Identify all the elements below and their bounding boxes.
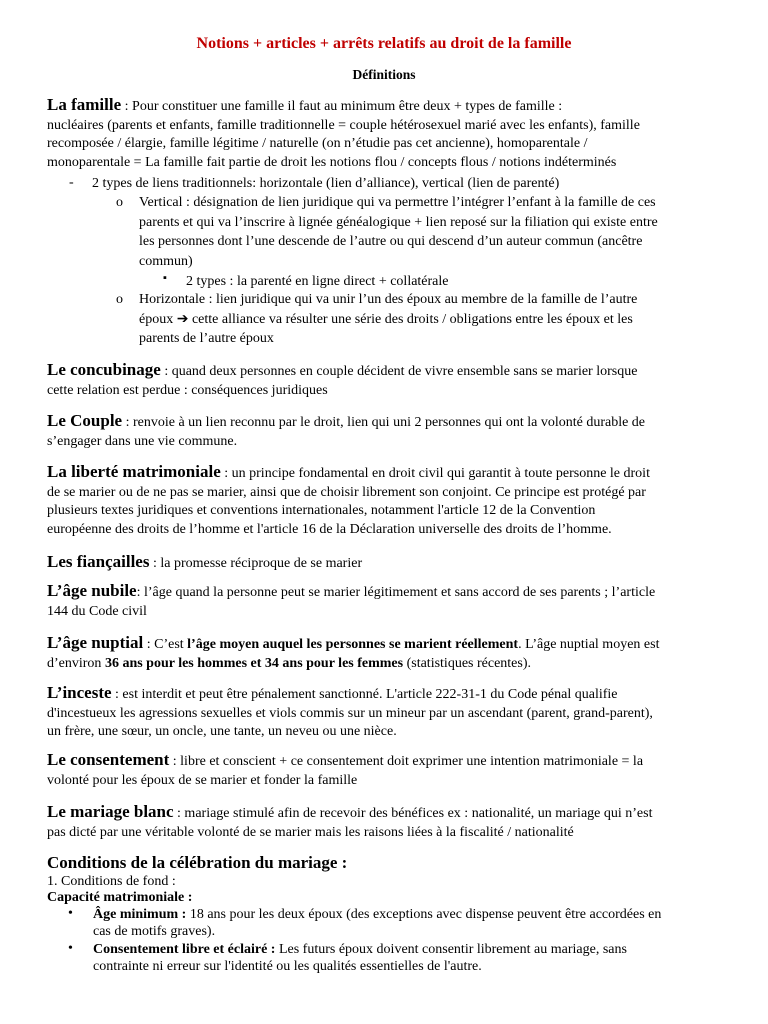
vertical-line-1: Vertical : désignation de lien juridique qui va permettre l’intégrer l’enfant à la famille de ces <box>139 195 656 210</box>
arrow-right-icon: ➔ <box>176 311 189 327</box>
nuptial-text-1: : C’est <box>143 637 188 652</box>
nubile-text-1: : l’âge quand la personne peut se marier légitimement et sans accord de ses parents ; l’article <box>136 585 656 600</box>
cons-text-1: Les futurs époux doivent consentir librement au mariage, sans <box>275 942 627 957</box>
capacite-matrimoniale: Capacité matrimoniale : <box>47 890 193 905</box>
definition-age-nuptial <box>47 634 722 673</box>
dash-marker: - <box>69 175 74 190</box>
liberte-text-4: européenne des droits de l’homme et l'article 16 de la Déclaration universelle des droits de l’homme. <box>47 521 612 537</box>
term-liberte: La liberté matrimoniale <box>47 462 221 481</box>
definition-liberte-matrimoniale <box>47 463 722 539</box>
definition-famille <box>47 96 722 172</box>
nuptial-bold-1: l’âge moyen auquel les personnes se marient réellement <box>187 637 519 652</box>
term-mariage-blanc: Le mariage blanc <box>47 802 174 821</box>
famille-text-2: nucléaires (parents et enfants, famille traditionnelle = couple hétérosexuel marié avec les enfants), famille <box>47 117 640 133</box>
couple-text-2: s’engager dans une vie commune. <box>47 433 238 449</box>
term-fiancailles: Les fiançailles <box>47 552 150 571</box>
consentement-text-2: volonté pour les époux de se marier et fonder la famille <box>47 772 358 788</box>
document-title: Notions + articles + arrêts relatifs au droit de la famille <box>196 35 572 52</box>
liberte-text-1: : un principe fondamental en droit civil qui garantit à toute personne le droit <box>220 466 650 481</box>
couple-text-1: : renvoie à un lien reconnu par le droit, lien qui uni 2 personnes qui ont la volonté durable de <box>122 415 646 430</box>
circle-marker-horizontal: o <box>116 292 123 307</box>
nuptial-bold-2: 36 ans pour les hommes et 34 ans pour les femmes <box>104 655 404 671</box>
liberte-text-2: de se marier ou de ne pas se marier, ainsi que de choisir librement son conjoint. Ce principe est protégé par <box>47 484 646 500</box>
bullet-consentement: • <box>68 941 73 956</box>
term-concubinage: Le concubinage <box>47 360 161 379</box>
blanc-text-1: : mariage stimulé afin de recevoir des bénéfices ex : nationalité, un mariage qui n’est <box>173 806 653 821</box>
condition-consentement <box>93 941 627 975</box>
cons-text-2: contrainte ni erreur sur l'identité ou les qualités essentielles de l'autre. <box>93 959 482 974</box>
concubinage-text-2: cette relation est perdue : conséquences juridiques <box>47 382 328 398</box>
square-marker: ▪ <box>163 272 167 284</box>
horizontal-definition <box>139 290 637 349</box>
section-subtitle: Définitions <box>352 67 416 82</box>
circle-marker-vertical: o <box>116 195 123 210</box>
definition-couple <box>47 412 722 451</box>
famille-text-4: monoparentale = La famille fait partie de droit les notions flou / concepts flous / notions indéterminés <box>47 154 617 170</box>
definition-concubinage <box>47 361 722 400</box>
horizontal-line-1: Horizontale : lien juridique qui va unir l’un des époux au membre de la famille de l’autre <box>139 292 638 307</box>
consentement-label: Consentement libre et éclairé : <box>93 942 276 957</box>
famille-liens-text: 2 types de liens traditionnels: horizontale (lien d’alliance), vertical (lien de parenté) <box>92 176 560 191</box>
definition-age-nubile <box>47 582 722 621</box>
concubinage-text-1: : quand deux personnes en couple décident de vivre ensemble sans se marier lorsque <box>160 364 638 379</box>
nuptial-text-2: . L’âge nuptial moyen est <box>518 637 660 652</box>
vertical-line-4: commun) <box>139 253 193 269</box>
liberte-text-3: plusieurs textes juridiques et conventions internationales, notamment l'article 12 de la Convention <box>47 503 596 518</box>
term-famille: La famille <box>47 95 122 114</box>
conditions-fond: 1. Conditions de fond : <box>47 874 176 889</box>
consentement-text-1: : libre et conscient + ce consentement doit exprimer une intention matrimoniale = la <box>169 754 644 769</box>
term-nubile: L’âge nubile <box>47 581 137 600</box>
inceste-text-2: d'incestueux les agressions sexuelles et viols commis sur un mineur par un ascendant (parent, grand-parent), <box>47 705 653 721</box>
vertical-definition <box>139 193 658 271</box>
vertical-line-3: les personnes dont l’une descende de l’autre ou qui descend d’un auteur commun (ancêtre <box>139 234 643 249</box>
famille-text-1: : Pour constituer une famille il faut au minimum être deux + types de famille : <box>121 99 563 114</box>
condition-age-minimum <box>93 906 661 940</box>
age-label: Âge minimum : <box>93 907 187 922</box>
definition-fiancailles <box>47 553 722 574</box>
definition-mariage-blanc <box>47 803 722 842</box>
inceste-text-3: un frère, une sœur, un oncle, une tante, un neveu ou une nièce. <box>47 724 397 739</box>
fiancailles-text: : la promesse réciproque de se marier <box>149 556 363 571</box>
horizontal-line-3: parents de l’autre époux <box>139 331 274 346</box>
vertical-line-2: parents et qui va l’inscrire à lignée généalogique + lien reposé sur la filiation qui existe entre <box>139 214 658 230</box>
parente-types-text: 2 types : la parenté en ligne direct + collatérale <box>186 274 449 289</box>
horizontal-line-2b: cette alliance va résulter une série des droits / obligations entre les époux et les <box>191 311 633 327</box>
term-inceste: L’inceste <box>47 683 112 702</box>
blanc-text-2: pas dicté par une véritable volonté de se marier mais les raisons liées à la fiscalité / nationalité <box>47 824 574 840</box>
horizontal-line-2a: époux <box>139 311 174 327</box>
famille-text-3: recomposée / élargie, famille légitime / naturelle (on n’étudie pas cet ancienne), homoparentale / <box>47 136 588 151</box>
nubile-text-2: 144 du Code civil <box>47 603 147 619</box>
nuptial-text-4: (statistiques récentes). <box>403 655 531 671</box>
inceste-text-1: : est interdit et peut être pénalement sanctionné. L'article 222-31-1 du Code pénal qualifie <box>111 687 618 702</box>
term-consentement: Le consentement <box>47 750 170 769</box>
definition-consentement <box>47 751 722 790</box>
nuptial-text-3: d’environ <box>47 655 105 671</box>
age-text-1: 18 ans pour les deux époux (des exceptions avec dispense peuvent être accordées en <box>186 907 662 922</box>
conditions-heading: Conditions de la célébration du mariage : <box>47 853 348 872</box>
age-text-2: cas de motifs graves). <box>93 924 216 939</box>
term-nuptial: L’âge nuptial <box>47 633 144 652</box>
bullet-age: • <box>68 906 73 921</box>
definition-inceste <box>47 684 722 742</box>
term-couple: Le Couple <box>47 411 123 430</box>
